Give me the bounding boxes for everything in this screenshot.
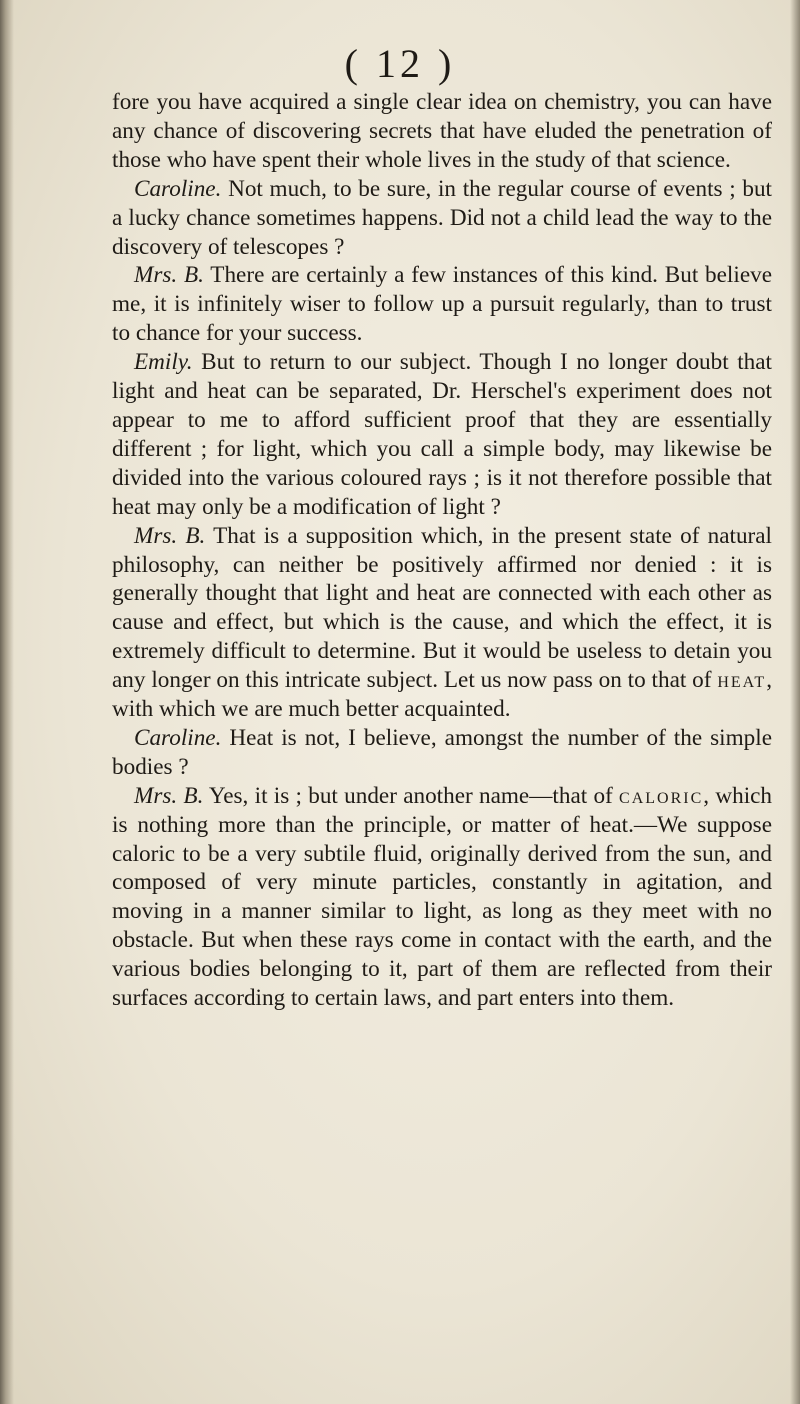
paragraph-text: But to return to our subject. Though I no longer doubt that light and heat can be separated, Dr. Herschel's experiment does not appear to me to afford sufficient proof that they are essentially different ; for light, which you call a simple body, may likewise be divided into the various coloured rays ; is it not therefore possible that heat may only be a modification of light ?	[112, 349, 772, 520]
paragraph-mrs-b-2	[112, 522, 772, 724]
paragraph-text: , with which we are much better acquainted.	[112, 667, 772, 723]
page-binding-shadow	[0, 0, 14, 1404]
speaker-name: Caroline.	[134, 175, 222, 202]
paragraph-text: Heat is not, I believe, amongst the number of the simple bodies ?	[112, 724, 772, 780]
paragraph-caroline-2	[112, 724, 772, 782]
paragraph-mrs-b-3	[112, 782, 772, 1013]
page-number: ( 12 )	[344, 41, 456, 86]
speaker-name: Emily.	[134, 349, 193, 376]
body-text	[112, 88, 772, 1013]
speaker-name: Mrs. B.	[134, 522, 206, 549]
paragraph-mrs-b-1	[112, 261, 772, 348]
paragraph-caroline-1	[112, 175, 772, 262]
speaker-name: Caroline.	[134, 724, 222, 751]
speaker-name: Mrs. B.	[134, 782, 204, 809]
paragraph-text: , which is nothing more than the principle, or matter of heat.—We suppose caloric to be a very subtile fluid, originally derived from the sun, and composed of very minute particles, constantly in agitation, and moving in a manner similar to light, as long as they meet with no obstacle. But when these rays come in contact with the earth, and the various bodies belonging to it, part of them are reflected from their surfaces according to certain laws, and part enters into them.	[112, 782, 773, 1012]
paragraph-text: Yes, it is ; but under another name—that of	[203, 782, 620, 809]
speaker-name: Mrs. B.	[134, 262, 204, 289]
term-heat: heat	[717, 667, 767, 694]
paragraph-continuation	[112, 88, 772, 175]
paragraph-emily	[112, 348, 772, 521]
paragraph-text: There are certainly a few instances of this kind. But believe me, it is infinitely wiser to follow up a pursuit regularly, than to trust to chance for your success.	[112, 262, 772, 347]
paragraph-text: fore you have acquired a single clear idea on chemistry, you can have any chance of discovering secrets that have eluded the penetration of those who have spent their whole lives in the study of that science.	[112, 89, 772, 173]
page-edge-shadow	[790, 0, 800, 1404]
paragraph-text: Not much, to be sure, in the regular course of events ; but a lucky chance sometimes happens. Did not a child lead the way to the discovery of telescopes ?	[112, 175, 772, 260]
paragraph-text: That is a supposition which, in the present state of natural philosophy, can neither be positively affirmed nor denied : it is generally thought that light and heat are connected with each other as cause and effect, but which is the cause, and which the effect, it is extremely difficult to determine. But it would be useless to detain you any longer on this intricate subject. Let us now pass on to that of	[112, 522, 772, 694]
term-caloric: caloric	[619, 782, 704, 809]
